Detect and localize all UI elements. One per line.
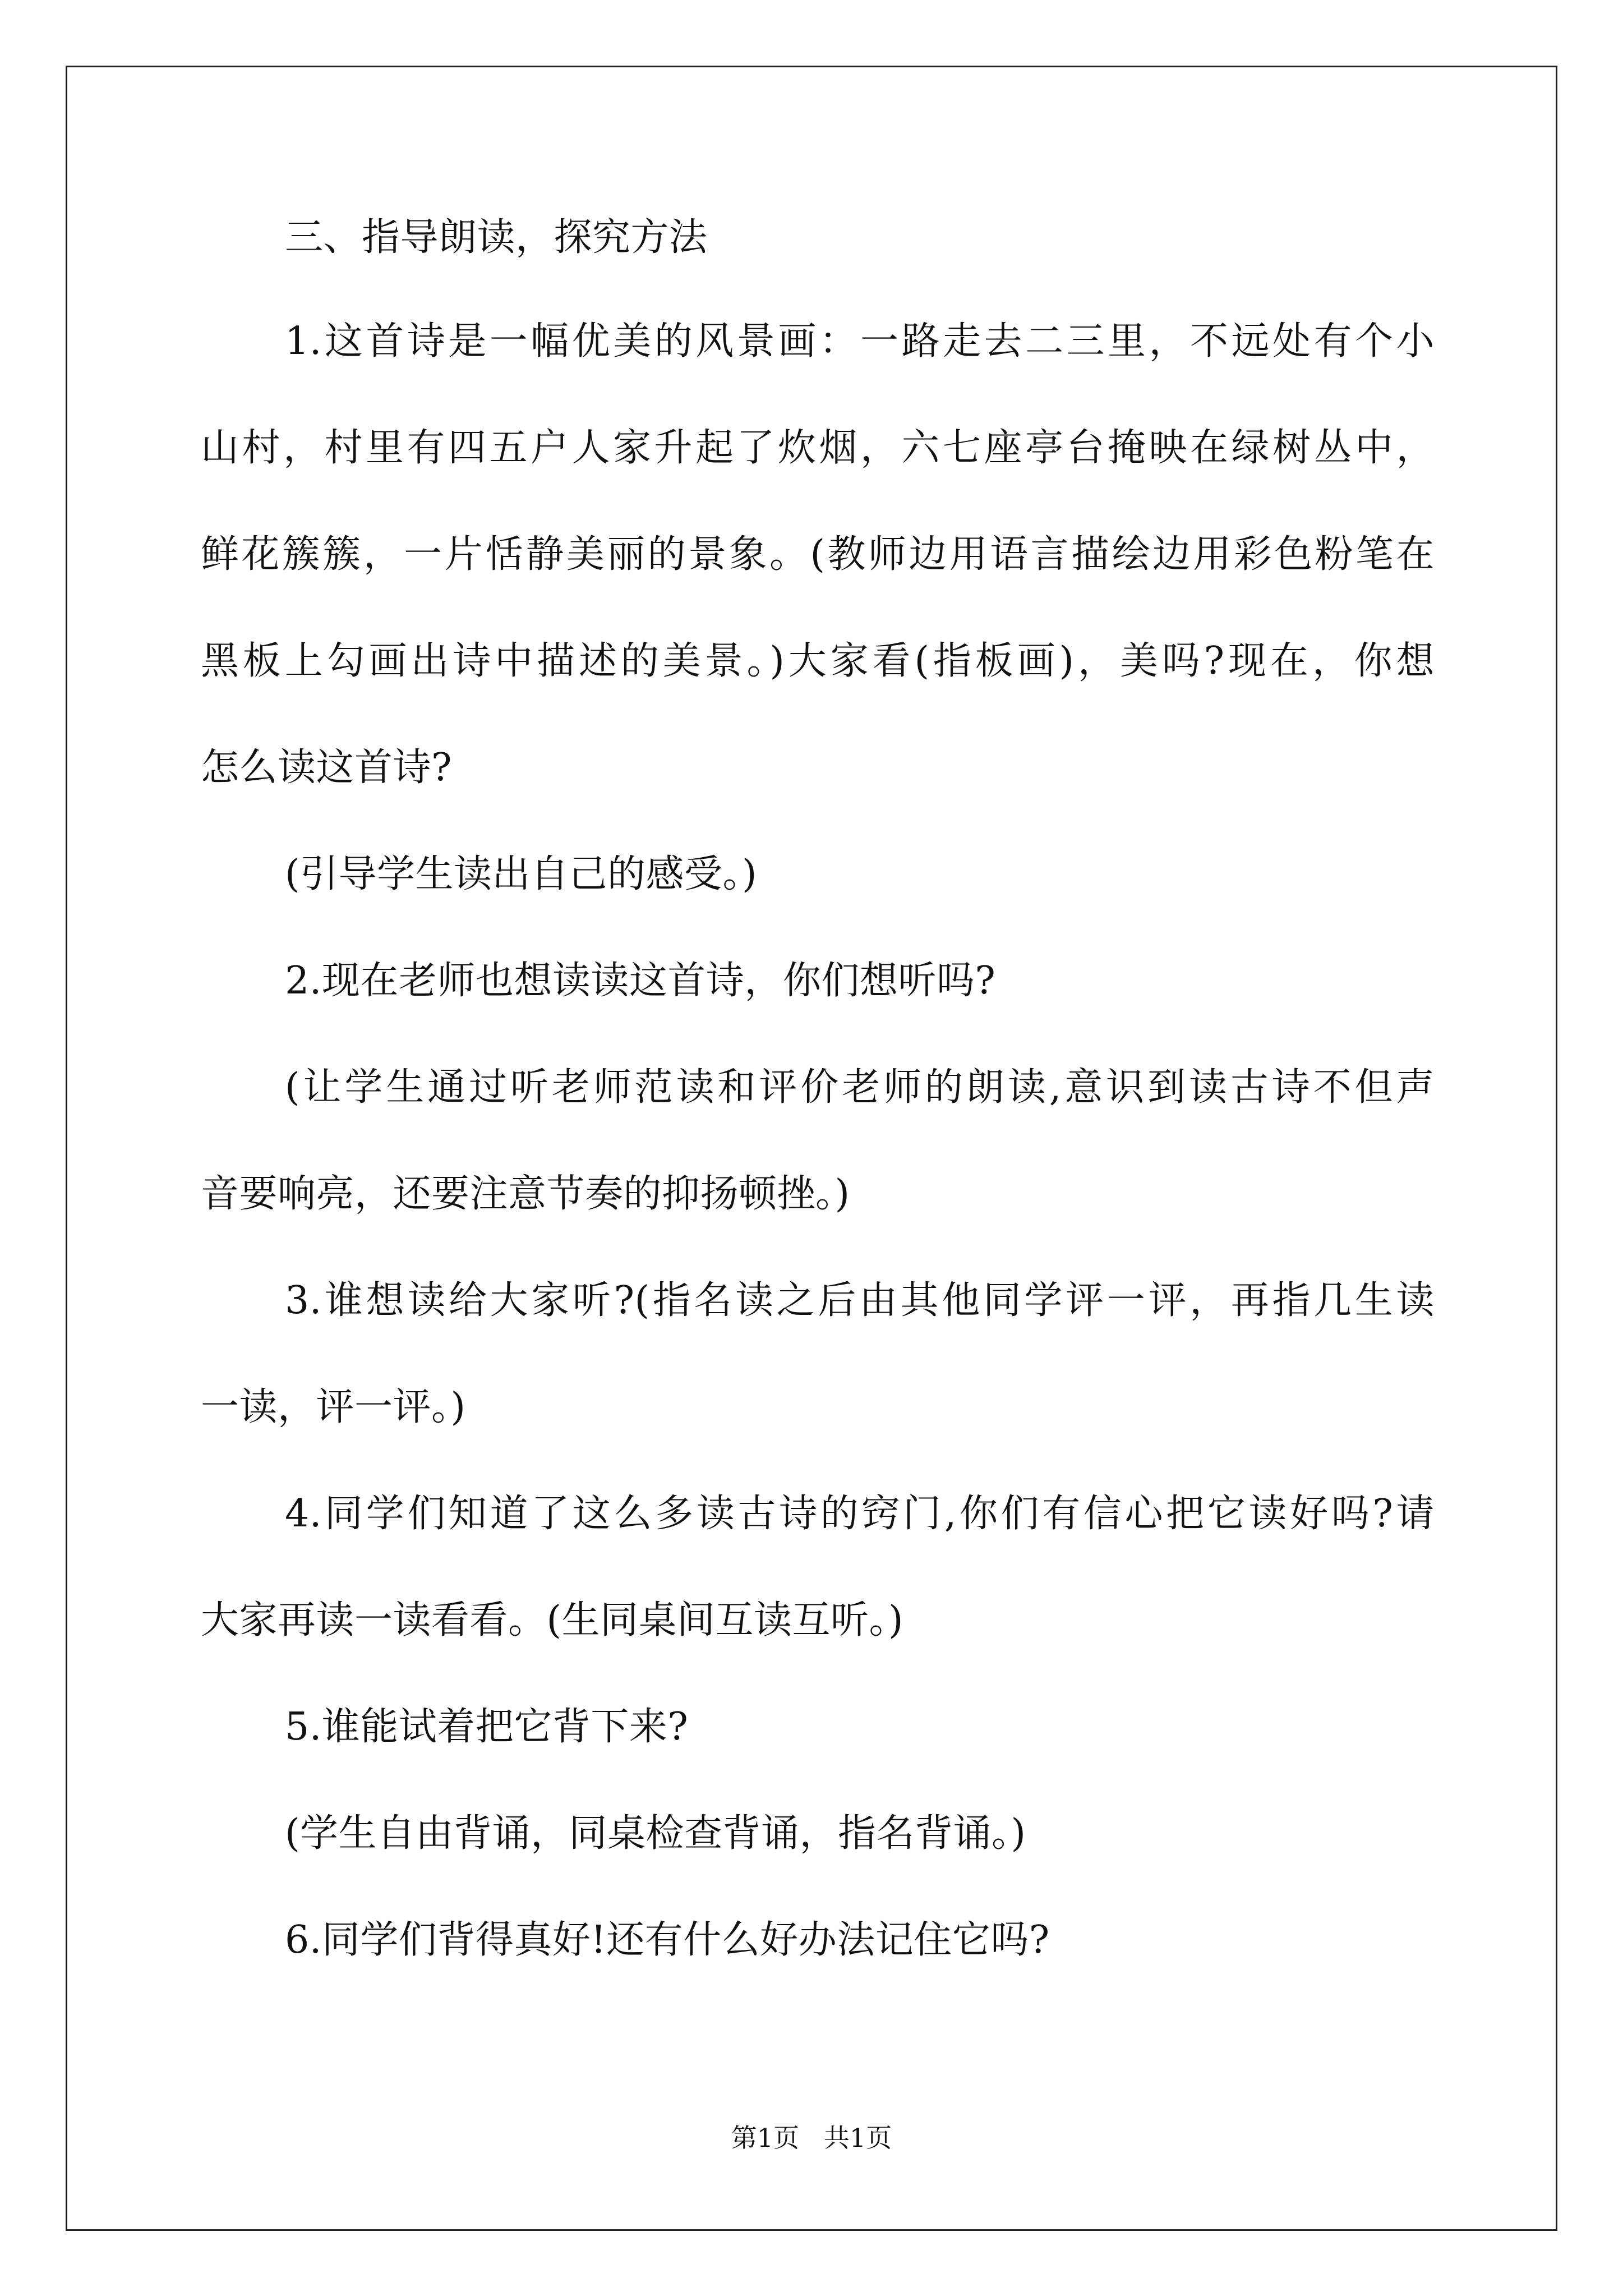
paragraph-line: 6.同学们背得真好!还有什么好办法记住它吗?	[285, 1918, 1050, 1962]
paragraph-line: 3.谁想读给大家听?(指名读之后由其他同学评一评，再指几生读	[285, 1278, 1435, 1323]
paragraph-line: (让学生通过听老师范读和评价老师的朗读,意识到读古诗不但声	[285, 1065, 1435, 1110]
paragraph-line: 2.现在老师也想读读这首诗，你们想听吗?	[285, 959, 996, 1003]
paragraph-line: 1.这首诗是一幅优美的风景画：一路走去二三里，不远处有个小	[285, 319, 1435, 364]
paragraph-line: 鲜花簇簇，一片恬静美丽的景象。(教师边用语言描绘边用彩色粉笔在	[201, 532, 1435, 577]
page-footer: 第1页 共1页	[731, 2123, 892, 2153]
paragraph-line: 大家再读一读看看。(生同桌间互读互听。)	[201, 1598, 904, 1642]
page-border	[66, 66, 1557, 2231]
paragraph-line: 怎么读这首诗?	[201, 746, 452, 790]
paragraph-line: 4.同学们知道了这么多读古诗的窍门,你们有信心把它读好吗?请	[285, 1492, 1435, 1536]
paragraph-line: 一读，评一评。)	[201, 1385, 466, 1429]
paragraph-line: (引导学生读出自己的感受。)	[285, 852, 758, 896]
paragraph-line: 5.谁能试着把它背下来?	[285, 1705, 689, 1749]
paragraph-line: (学生自由背诵，同桌检查背诵，指名背诵。)	[285, 1811, 1026, 1856]
section-heading: 三、指导朗读，探究方法	[285, 215, 708, 260]
paragraph-line: 黑板上勾画出诗中描述的美景。)大家看(指板画)，美吗?现在，你想	[201, 639, 1435, 683]
paragraph-line: 山村，村里有四五户人家升起了炊烟，六七座亭台掩映在绿树丛中，	[201, 426, 1435, 470]
paragraph-line: 音要响亮，还要注意节奏的抑扬顿挫。)	[201, 1172, 850, 1216]
